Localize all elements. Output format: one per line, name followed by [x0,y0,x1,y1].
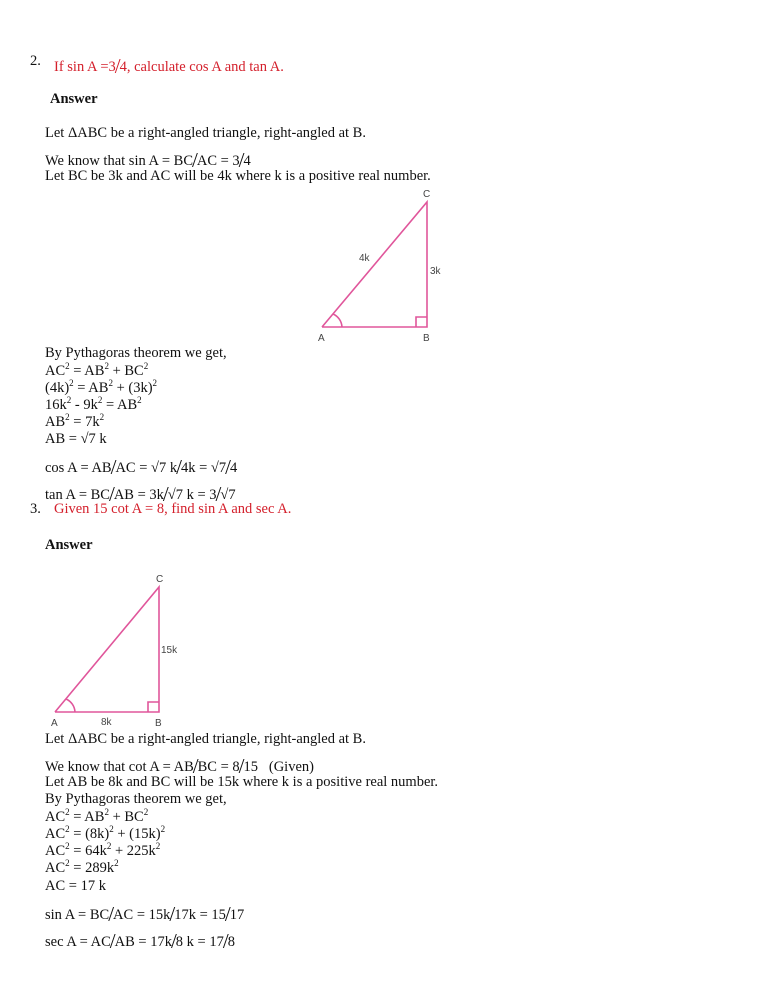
exponent: 2 [104,361,109,371]
vertex-b-label-2: B [155,718,162,729]
text-part: AC = 15k [113,907,171,923]
text-part: + BC [108,809,144,825]
text-part: + BC [108,363,144,379]
vertex-a-label-2: A [51,718,58,729]
fraction-slash: / [114,54,121,78]
fraction-slash: / [238,754,245,778]
q3-line-6 [45,824,166,842]
text-part: = 7k [69,414,100,430]
exponent: 2 [160,824,166,834]
exponent: 2 [69,378,74,388]
exponent: 2 [143,361,149,371]
text-part: 17k = 15 [174,907,226,923]
text-part: AC [45,363,66,379]
text-part: tan A = BC [45,487,110,503]
exponent: 2 [66,395,72,405]
exponent: 2 [99,412,105,422]
fraction-slash: / [215,482,222,506]
text-part: 17 [229,907,245,923]
exponent: 2 [152,378,158,388]
text-part: AB [45,414,66,430]
answer-label-3: Answer [45,537,93,553]
text-part: = AB [102,397,138,413]
q2-line-8 [45,412,105,430]
exponent: 2 [143,807,149,817]
text-part: BC = 8 [197,759,240,775]
text-part: + (15k) [113,826,161,842]
question-2-text-part: If sin A =3 [54,59,116,75]
q2-line-4: By Pythagoras theorem we get, [45,345,227,361]
q3-line-9: AC = 17 k [45,878,106,894]
exponent: 2 [65,807,70,817]
exponent: 2 [106,841,112,851]
text-part: 16k [45,397,67,413]
fraction-slash: / [224,902,231,926]
text-part: (4k) [45,380,70,396]
text-part: 15 (Given) [243,759,314,775]
fraction-slash: / [108,482,115,506]
exponent: 2 [114,858,119,868]
q2-line-1: Let ΔABC be a right-angled triangle, right-angled at B. [45,125,366,141]
question-2-text-part: 4, calculate cos A and tan A. [119,59,284,75]
q2-line-6 [45,378,158,396]
fraction-slash: / [192,148,198,172]
text-part: AC = √7 k [115,460,178,476]
text-part: AC = 3 [196,153,240,169]
text-part: 4k = √7 [180,460,227,476]
text-part: AC [45,809,66,825]
q3-line-7 [45,841,161,859]
fraction-slash: / [225,455,231,479]
exponent: 2 [109,824,114,834]
text-part: We know that cot A = AB [45,759,194,775]
fraction-slash: / [162,482,169,506]
q3-line-5 [45,807,149,825]
text-part: We know that sin A = BC [45,153,193,169]
text-part: sin A = BC [45,907,110,923]
text-part: = (8k) [69,826,110,842]
exponent: 2 [65,841,70,851]
text-part: + (3k) [112,380,153,396]
text-part: - 9k [71,397,98,413]
q2-line-10 [45,455,238,479]
text-part: = AB [73,380,109,396]
fraction-slash: / [238,148,245,172]
text-part: sec A = AC [45,934,111,950]
fraction-slash: / [110,455,117,479]
text-part: AC [45,826,66,842]
text-part: 4 [229,460,238,476]
text-part: = 289k [69,860,115,876]
q3-line-11 [45,929,235,953]
text-part: = AB [69,363,105,379]
fraction-slash: / [108,902,115,926]
q2-line-5 [45,361,149,379]
text-part: cos A = AB [45,460,112,476]
q3-line-3: Let AB be 8k and BC will be 15k where k is a positive real number. [45,774,439,790]
fraction-slash: / [170,929,177,953]
exponent: 2 [65,412,70,422]
vertex-b-label: B [423,333,430,344]
q3-line-8 [45,858,119,876]
text-part: 4 [243,153,251,169]
q3-line-10 [45,902,245,926]
q3-line-1: Let ΔABC be a right-angled triangle, right-angled at B. [45,731,366,747]
q2-line-7 [45,395,142,413]
exponent: 2 [65,858,70,868]
fraction-slash: / [222,929,229,953]
q2-line-11 [45,482,236,506]
q2-line-9: AB = √7 k [45,431,107,447]
hypotenuse-label: 4k [359,253,370,264]
q3-line-2 [45,754,314,778]
triangle-diagram-2 [55,587,159,712]
q2-line-3: Let BC be 3k and AC will be 4k where k is a positive real number. [45,168,431,184]
opposite-side-label-2: 15k [161,645,178,656]
question-3-number: 3. [30,501,41,517]
fraction-slash: / [176,455,182,479]
text-part: AB = 17k [114,934,172,950]
text-part: 8 k = 17 [175,934,224,950]
question-3-text: Given 15 cot A = 8, find sin A and sec A. [54,501,292,517]
adjacent-side-label: 8k [101,717,112,728]
text-part: = AB [69,809,105,825]
fraction-slash: / [109,929,116,953]
text-part: 8 [227,934,235,950]
text-part: + 225k [111,843,156,859]
text-part: AB = 3k [113,487,164,503]
text-part: AC [45,860,66,876]
vertex-c-label: C [423,189,431,200]
exponent: 2 [155,841,161,851]
exponent: 2 [108,378,113,388]
exponent: 2 [65,824,70,834]
opposite-side-label: 3k [430,266,441,277]
vertex-a-label: A [318,333,325,344]
text-part: √7 [220,487,236,503]
exponent: 2 [137,395,142,405]
fraction-slash: / [169,902,176,926]
q3-line-4: By Pythagoras theorem we get, [45,791,227,807]
vertex-c-label-2: C [156,574,164,585]
question-2-number: 2. [30,53,41,69]
exponent: 2 [65,361,70,371]
text-part: = 64k [69,843,107,859]
fraction-slash: / [192,754,199,778]
exponent: 2 [104,807,109,817]
exponent: 2 [97,395,103,405]
answer-label-2: Answer [50,91,98,107]
text-part: AC [45,843,66,859]
text-part: √7 k = 3 [167,487,217,503]
